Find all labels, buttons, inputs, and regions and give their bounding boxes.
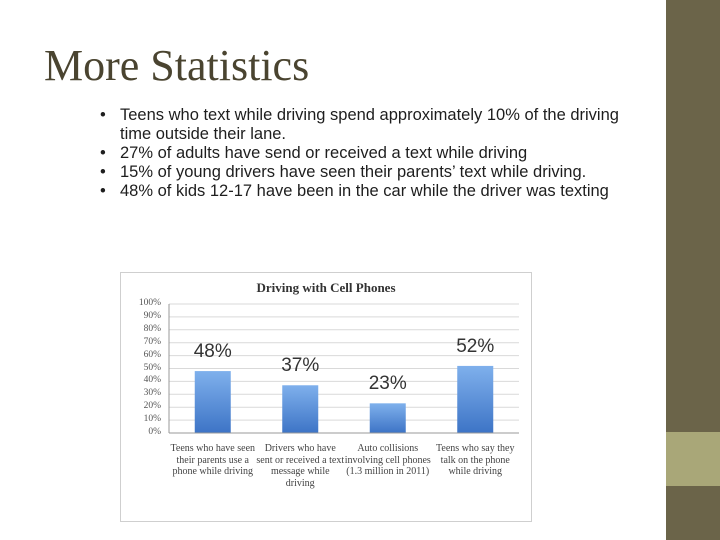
bullet-text: 27% of adults have send or received a text while driving <box>120 144 528 162</box>
bar <box>195 371 231 433</box>
bar-value-label: 52% <box>456 335 495 357</box>
y-tick-label: 80% <box>143 323 161 334</box>
bullet-symbol: • <box>100 144 106 162</box>
bullet-list <box>100 106 620 201</box>
bar-value-label: 48% <box>193 341 232 363</box>
y-tick-label: 100% <box>138 298 161 308</box>
bullet-item <box>100 144 620 163</box>
y-tick-label: 50% <box>143 362 161 373</box>
bullet-symbol: • <box>100 163 106 181</box>
bullet-item <box>100 182 620 201</box>
chart-title: Driving with Cell Phones <box>256 280 396 295</box>
bullet-text: Teens who text while driving spend approximately 10% of the driving time outside their lane. <box>120 106 619 143</box>
bullet-text: 48% of kids 12-17 have been in the car while the driver was texting <box>120 182 609 200</box>
bar <box>457 366 493 433</box>
y-tick-label: 70% <box>143 336 161 347</box>
x-category-label: Teens who say they talk on the phone while driving <box>436 443 515 477</box>
x-category-label: Auto collisions involving cell phones (1.3 million in 2011) <box>344 443 431 477</box>
bar-value-label: 37% <box>281 355 320 377</box>
x-category-label: Drivers who have sent or received a text message while driving <box>256 443 345 489</box>
x-category-label: Teens who have seen their parents use a phone while driving <box>170 443 256 477</box>
bar <box>282 385 318 433</box>
y-tick-label: 40% <box>143 375 161 386</box>
bullet-symbol: • <box>100 106 106 124</box>
y-tick-label: 10% <box>143 414 161 425</box>
side-accent-block <box>666 432 720 486</box>
bar <box>370 403 406 433</box>
bullet-item <box>100 163 620 182</box>
y-tick-label: 90% <box>143 310 161 321</box>
slide-title: More Statistics <box>44 41 310 90</box>
y-tick-label: 20% <box>143 401 161 412</box>
bullet-symbol: • <box>100 182 106 200</box>
y-tick-label: 30% <box>143 388 161 399</box>
bullet-item <box>100 106 620 144</box>
y-tick-label: 60% <box>143 349 161 360</box>
bullet-text: 15% of young drivers have seen their parents’ text while driving. <box>120 163 587 181</box>
y-tick-label: 0% <box>148 427 161 437</box>
bar-chart <box>120 272 532 522</box>
bar-value-label: 23% <box>368 373 407 395</box>
